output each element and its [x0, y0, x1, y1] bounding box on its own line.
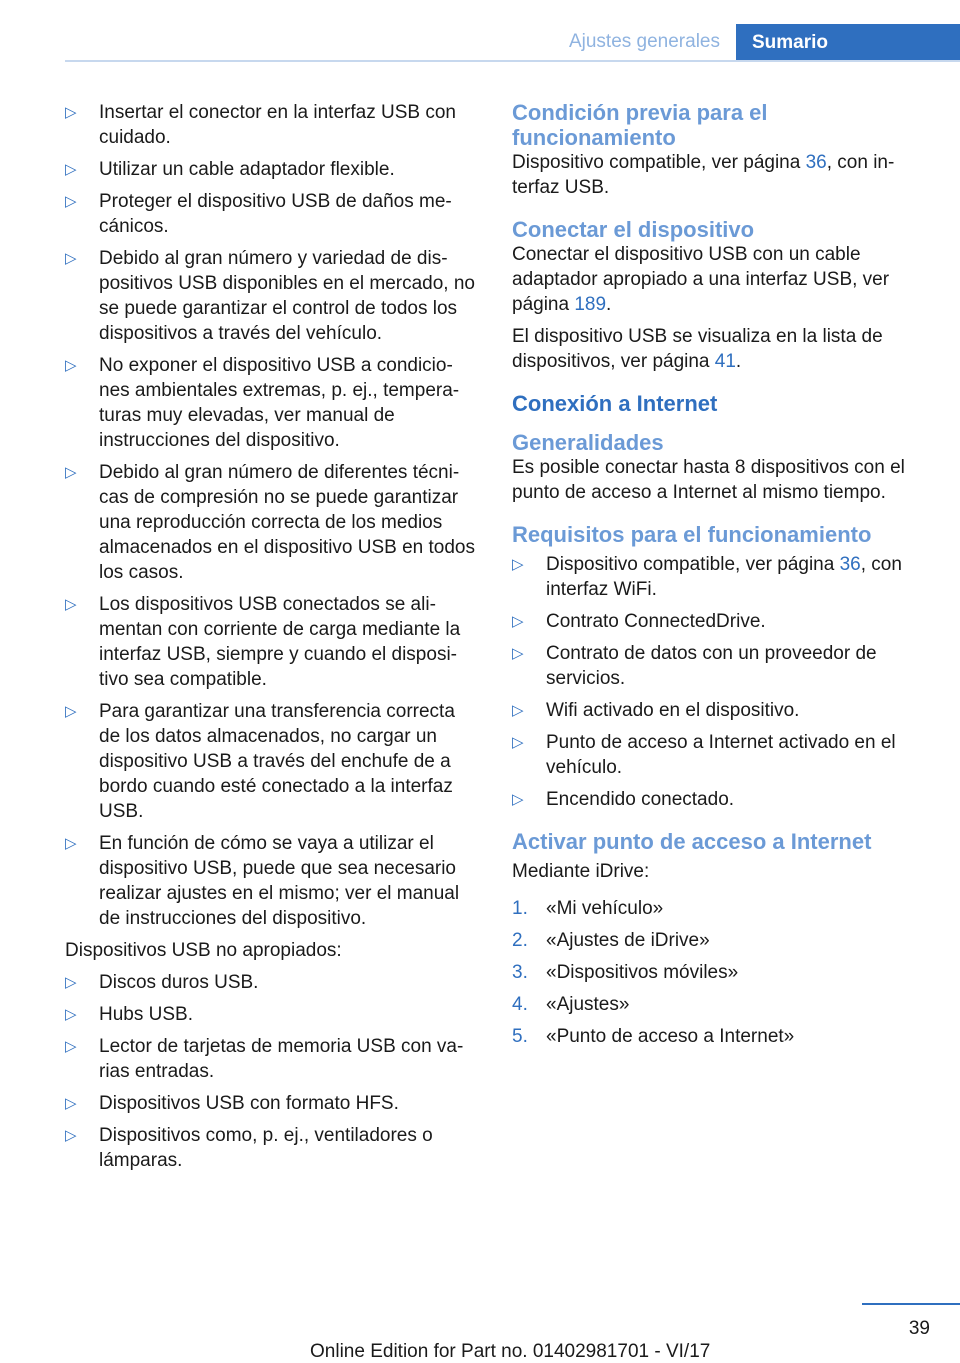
list-item: ▷ Debido al gran número y variedad de dispositivos USB disponibles en el mercado, no se puede garantizar el control de todos los dispositivos a través del vehículo.: [65, 248, 475, 344]
usb-guidelines-list: [65, 100, 477, 931]
page-number: 39: [908, 1318, 930, 1339]
footer-divider: [862, 1303, 960, 1305]
triangle-bullet-icon: ▷: [512, 791, 524, 808]
triangle-bullet-icon: ▷: [65, 596, 77, 613]
header-divider: [65, 60, 960, 62]
triangle-bullet-icon: ▷: [65, 250, 77, 267]
page-link[interactable]: 36: [805, 152, 827, 173]
list-item: ▷ Utilizar un cable adaptador flexible.: [65, 159, 395, 180]
list-item: ▷ Dispositivo compatible, ver página 36, con interfaz WiFi.: [512, 554, 902, 600]
list-item: ▷ Wifi activado en el dispositivo.: [512, 700, 800, 721]
triangle-bullet-icon: ▷: [512, 702, 524, 719]
idrive-label: Mediante iDrive:: [512, 861, 650, 882]
triangle-bullet-icon: ▷: [65, 357, 77, 374]
list-item: ▷ Hubs USB.: [65, 1004, 193, 1025]
unsuitable-devices-list: [65, 970, 477, 1173]
heading-general: Generalidades: [512, 430, 664, 455]
triangle-bullet-icon: ▷: [65, 161, 77, 178]
heading-prerequisite: Condición previa para el funcionamiento: [512, 100, 768, 150]
triangle-bullet-icon: ▷: [65, 1127, 77, 1144]
triangle-bullet-icon: ▷: [65, 464, 77, 481]
triangle-bullet-icon: ▷: [65, 193, 77, 210]
idrive-steps-list: [512, 896, 930, 1049]
requirements-list: [512, 552, 930, 812]
list-item: ▷ Lector de tarjetas de memoria USB con varias entradas.: [65, 1036, 464, 1082]
triangle-bullet-icon: ▷: [512, 734, 524, 751]
unsuitable-devices-label: Dispositivos USB no apropiados:: [65, 940, 342, 961]
list-item: ▷ Proteger el dispositivo USB de daños mecánicos.: [65, 191, 452, 237]
step-number: 2.: [512, 930, 528, 951]
heading-internet-connection: Conexión a Internet: [512, 391, 718, 416]
list-item: ▷ Dispositivos USB con formato HFS.: [65, 1093, 399, 1114]
list-item: ▷ Contrato ConnectedDrive.: [512, 611, 766, 632]
list-item: ▷ Punto de acceso a Internet activado en el vehículo.: [512, 732, 896, 778]
section-tab[interactable]: Ajustes generales: [553, 24, 736, 60]
page-header: [0, 0, 960, 62]
heading-connect-device: Conectar el dispositivo: [512, 217, 755, 242]
list-item: ▷ Contrato de datos con un proveedor de servicios.: [512, 643, 877, 689]
edition-note: Online Edition for Part no. 01402981701 - VI/17: [310, 1341, 711, 1362]
step-number: 4.: [512, 994, 528, 1015]
triangle-bullet-icon: ▷: [512, 613, 524, 630]
connect-text: Conectar el dispositivo USB con un cable adaptador apropiado a una interfaz USB, ver página 189.: [512, 244, 890, 315]
heading-requirements: Requisitos para el funcionamiento: [512, 522, 872, 547]
step-number: 5.: [512, 1026, 528, 1047]
general-text: Es posible conectar hasta 8 dispositivos con el punto de acceso a Internet al mismo tiempo.: [512, 457, 905, 503]
list-item: 4. «Ajustes»: [512, 994, 630, 1015]
triangle-bullet-icon: ▷: [65, 104, 77, 121]
device-list-text: El dispositivo USB se visualiza en la lista de dispositivos, ver página 41.: [512, 326, 883, 372]
list-item: ▷ Encendido conectado.: [512, 789, 735, 810]
triangle-bullet-icon: ▷: [65, 974, 77, 991]
list-item: ▷ Insertar el conector en la interfaz USB con cuidado.: [65, 102, 456, 148]
list-item: ▷ Dispositivos como, p. ej., ventiladores o lámparas.: [65, 1125, 433, 1171]
triangle-bullet-icon: ▷: [65, 703, 77, 720]
list-item: ▷ Para garantizar una transferencia correcta de los datos almacenados, no cargar un dispositivo USB a través del enchufe de a bordo cuando esté conectado a la interfaz USB.: [65, 701, 455, 822]
list-item: ▷ Debido al gran número de diferentes técnicas de compresión no se puede garantizar una reproducción correcta de los medios almacenados en el dispositivo USB en todos los casos.: [65, 462, 476, 583]
triangle-bullet-icon: ▷: [512, 556, 524, 573]
page-link[interactable]: 41: [714, 351, 736, 372]
triangle-bullet-icon: ▷: [65, 835, 77, 852]
list-item: ▷ En función de cómo se vaya a utilizar el dispositivo USB, puede que sea necesario realizar ajustes en el mismo; ver el manual de instrucciones del dispositivo.: [65, 833, 460, 929]
right-column: [512, 100, 930, 1056]
heading-activate-hotspot: Activar punto de acceso a Internet: [512, 829, 872, 854]
triangle-bullet-icon: ▷: [65, 1095, 77, 1112]
triangle-bullet-icon: ▷: [65, 1038, 77, 1055]
step-number: 3.: [512, 962, 528, 983]
page-link[interactable]: 36: [839, 554, 861, 575]
left-column: [65, 100, 477, 1180]
list-item: 5. «Punto de acceso a Internet»: [512, 1026, 795, 1047]
list-item: ▷ No exponer el dispositivo USB a condiciones ambientales extremas, p. ej., temperaturas muy elevadas, ver manual de instrucciones del dispositivo.: [65, 355, 460, 451]
triangle-bullet-icon: ▷: [512, 645, 524, 662]
list-item: 3. «Dispositivos móviles»: [512, 962, 739, 983]
prerequisite-text: Dispositivo compatible, ver página 36, con interfaz USB.: [512, 152, 895, 198]
list-item: ▷ Discos duros USB.: [65, 972, 259, 993]
page-link[interactable]: 189: [574, 294, 607, 315]
step-number: 1.: [512, 898, 528, 919]
list-item: 2. «Ajustes de iDrive»: [512, 930, 710, 951]
triangle-bullet-icon: ▷: [65, 1006, 77, 1023]
list-item: 1. «Mi vehículo»: [512, 898, 664, 919]
list-item: ▷ Los dispositivos USB conectados se alimentan con corriente de carga mediante la interfaz USB, siempre y cuando el dispositivo sea compatible.: [65, 594, 461, 690]
summary-tab[interactable]: Sumario: [736, 24, 960, 62]
